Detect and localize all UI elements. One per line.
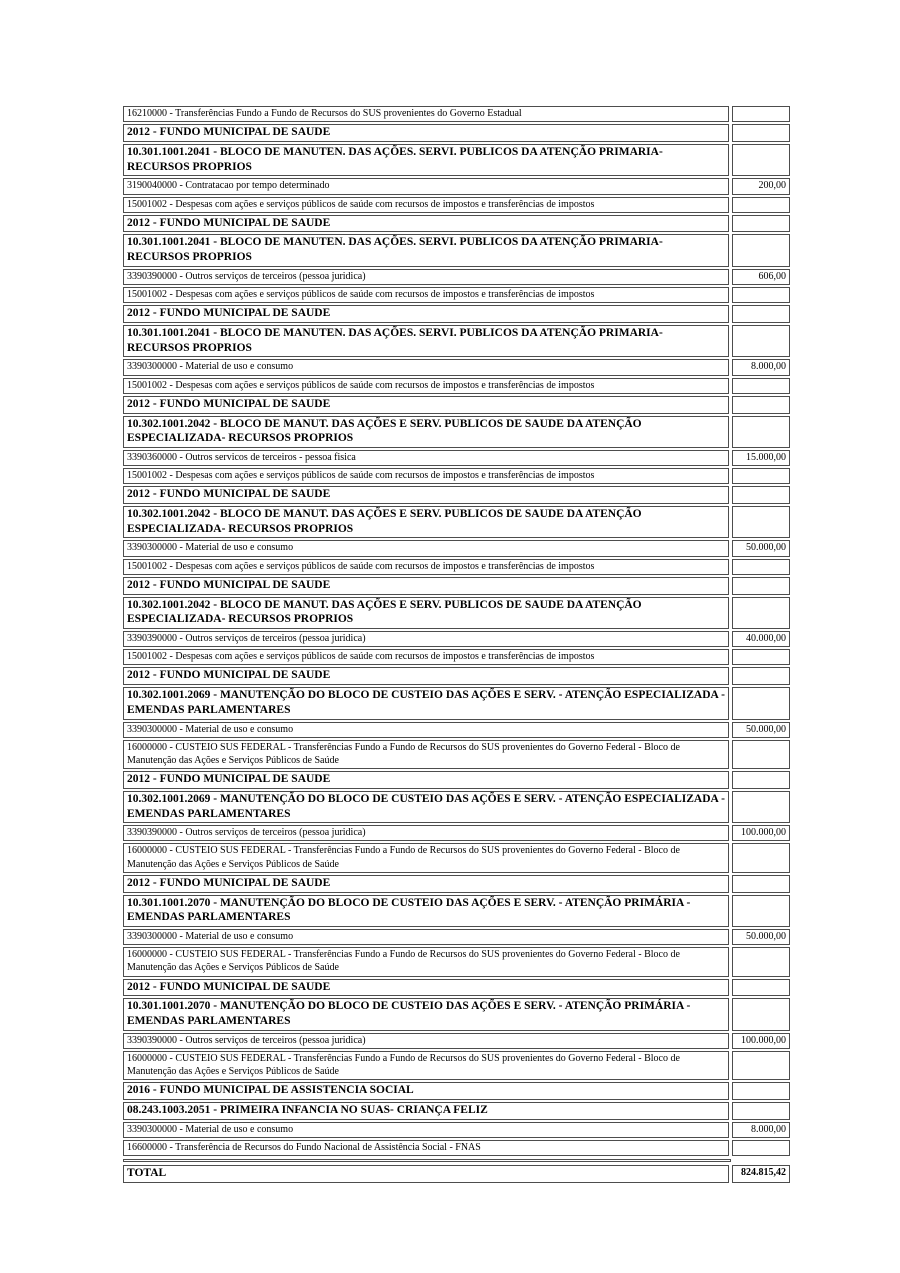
table-row bbox=[123, 234, 790, 266]
row-value-cell bbox=[732, 197, 790, 213]
row-description-cell: 3390300000 - Material de uso e consumo bbox=[123, 1122, 729, 1138]
row-value-cell bbox=[732, 947, 790, 976]
table-row bbox=[123, 895, 790, 927]
table-row bbox=[123, 1102, 790, 1120]
row-description-cell: 15001002 - Despesas com ações e serviços públicos de saúde com recursos de impostos e transferências de impostos bbox=[123, 468, 729, 484]
row-description-cell: 16000000 - CUSTEIO SUS FEDERAL - Transferências Fundo a Fundo de Recursos do SUS provenientes do Governo Federal - Bloco de Manutenção das Ações e Serviços Públicos de Saúde bbox=[123, 843, 729, 872]
table-row bbox=[123, 416, 790, 448]
row-description-cell: 10.301.1001.2041 - BLOCO DE MANUTEN. DAS AÇÕES. SERVI. PUBLICOS DA ATENÇÃO PRIMARIA- RECURSOS PROPRIOS bbox=[123, 144, 729, 176]
table-row bbox=[123, 144, 790, 176]
row-value-cell bbox=[732, 843, 790, 872]
row-description-cell: 3390390000 - Outros serviços de terceiros (pessoa juridica) bbox=[123, 631, 729, 647]
row-description-cell: 3390300000 - Material de uso e consumo bbox=[123, 540, 729, 556]
total-label: TOTAL bbox=[123, 1165, 729, 1183]
row-value-cell bbox=[732, 1102, 790, 1120]
row-value-cell bbox=[732, 687, 790, 719]
row-value-cell bbox=[732, 998, 790, 1030]
table-row bbox=[123, 269, 790, 285]
table-row bbox=[123, 1122, 790, 1138]
table-row bbox=[123, 325, 790, 357]
row-description-cell: 2012 - FUNDO MUNICIPAL DE SAUDE bbox=[123, 305, 729, 323]
row-value-cell bbox=[732, 305, 790, 323]
row-value-cell bbox=[732, 144, 790, 176]
table-row bbox=[123, 947, 790, 976]
row-description-cell: 2012 - FUNDO MUNICIPAL DE SAUDE bbox=[123, 215, 729, 233]
table-row bbox=[123, 124, 790, 142]
table-row bbox=[123, 577, 790, 595]
table-row bbox=[123, 791, 790, 823]
total-table bbox=[120, 1163, 793, 1185]
table-row bbox=[123, 1051, 790, 1080]
row-description-cell: 16210000 - Transferências Fundo a Fundo de Recursos do SUS provenientes do Governo Estadual bbox=[123, 106, 729, 122]
row-value-cell bbox=[732, 124, 790, 142]
row-value-cell bbox=[732, 667, 790, 685]
row-value-cell: 100.000,00 bbox=[732, 825, 790, 841]
row-description-cell: 15001002 - Despesas com ações e serviços públicos de saúde com recursos de impostos e transferências de impostos bbox=[123, 559, 729, 575]
table-row bbox=[123, 771, 790, 789]
row-value-cell: 8.000,00 bbox=[732, 1122, 790, 1138]
table-row bbox=[123, 687, 790, 719]
total-value: 824.815,42 bbox=[732, 1165, 790, 1183]
table-row bbox=[123, 649, 790, 665]
row-value-cell: 40.000,00 bbox=[732, 631, 790, 647]
row-value-cell bbox=[732, 577, 790, 595]
table-row bbox=[123, 667, 790, 685]
row-value-cell bbox=[732, 215, 790, 233]
row-value-cell bbox=[732, 1140, 790, 1156]
table-row bbox=[123, 740, 790, 769]
row-value-cell bbox=[732, 325, 790, 357]
table-row bbox=[123, 998, 790, 1030]
row-description-cell: 2012 - FUNDO MUNICIPAL DE SAUDE bbox=[123, 875, 729, 893]
row-description-cell: 16600000 - Transferência de Recursos do Fundo Nacional de Assistência Social - FNAS bbox=[123, 1140, 729, 1156]
row-value-cell bbox=[732, 396, 790, 414]
table-row bbox=[123, 396, 790, 414]
row-description-cell: 3390300000 - Material de uso e consumo bbox=[123, 722, 729, 738]
row-value-cell: 606,00 bbox=[732, 269, 790, 285]
row-description-cell: 2016 - FUNDO MUNICIPAL DE ASSISTENCIA SOCIAL bbox=[123, 1082, 729, 1100]
row-description-cell: 2012 - FUNDO MUNICIPAL DE SAUDE bbox=[123, 771, 729, 789]
table-row bbox=[123, 287, 790, 303]
row-value-cell: 15.000,00 bbox=[732, 450, 790, 466]
table-row bbox=[123, 929, 790, 945]
row-value-cell bbox=[732, 597, 790, 629]
row-description-cell: 10.301.1001.2041 - BLOCO DE MANUTEN. DAS AÇÕES. SERVI. PUBLICOS DA ATENÇÃO PRIMARIA- RECURSOS PROPRIOS bbox=[123, 234, 729, 266]
row-description-cell: 10.302.1001.2042 - BLOCO DE MANUT. DAS AÇÕES E SERV. PUBLICOS DE SAUDE DA ATENÇÃO ESPECIALIZADA- RECURSOS PROPRIOS bbox=[123, 506, 729, 538]
row-value-cell: 200,00 bbox=[732, 178, 790, 194]
row-description-cell: 15001002 - Despesas com ações e serviços públicos de saúde com recursos de impostos e transferências de impostos bbox=[123, 378, 729, 394]
row-value-cell: 50.000,00 bbox=[732, 540, 790, 556]
row-value-cell bbox=[732, 559, 790, 575]
table-row bbox=[123, 875, 790, 893]
table-row bbox=[123, 378, 790, 394]
row-value-cell: 8.000,00 bbox=[732, 359, 790, 375]
table-row bbox=[123, 722, 790, 738]
row-description-cell: 10.302.1001.2069 - MANUTENÇÃO DO BLOCO DE CUSTEIO DAS AÇÕES E SERV. - ATENÇÃO ESPECIALIZADA - EMENDAS PARLAMENTARES bbox=[123, 791, 729, 823]
row-description-cell: 10.301.1001.2070 - MANUTENÇÃO DO BLOCO DE CUSTEIO DAS AÇÕES E SERV. - ATENÇÃO PRIMÁRIA - EMENDAS PARLAMENTARES bbox=[123, 998, 729, 1030]
table-row bbox=[123, 979, 790, 997]
table-row bbox=[123, 305, 790, 323]
total-row bbox=[123, 1165, 790, 1183]
row-description-cell: 15001002 - Despesas com ações e serviços públicos de saúde com recursos de impostos e transferências de impostos bbox=[123, 649, 729, 665]
row-description-cell: 3390300000 - Material de uso e consumo bbox=[123, 929, 729, 945]
table-row bbox=[123, 1140, 790, 1156]
table-row bbox=[123, 825, 790, 841]
row-description-cell: 2012 - FUNDO MUNICIPAL DE SAUDE bbox=[123, 667, 729, 685]
row-value-cell bbox=[732, 740, 790, 769]
row-description-cell: 3390360000 - Outros servicos de terceiros - pessoa fisica bbox=[123, 450, 729, 466]
table-row bbox=[123, 178, 790, 194]
row-value-cell bbox=[732, 468, 790, 484]
table-row bbox=[123, 197, 790, 213]
table-row bbox=[123, 559, 790, 575]
row-value-cell: 50.000,00 bbox=[732, 929, 790, 945]
row-value-cell bbox=[732, 895, 790, 927]
row-value-cell bbox=[732, 1051, 790, 1080]
row-description-cell: 10.302.1001.2042 - BLOCO DE MANUT. DAS AÇÕES E SERV. PUBLICOS DE SAUDE DA ATENÇÃO ESPECIALIZADA- RECURSOS PROPRIOS bbox=[123, 416, 729, 448]
budget-table bbox=[120, 104, 793, 1158]
table-row bbox=[123, 597, 790, 629]
row-description-cell: 2012 - FUNDO MUNICIPAL DE SAUDE bbox=[123, 979, 729, 997]
row-value-cell: 100.000,00 bbox=[732, 1033, 790, 1049]
table-row bbox=[123, 215, 790, 233]
row-value-cell bbox=[732, 979, 790, 997]
row-description-cell: 16000000 - CUSTEIO SUS FEDERAL - Transferências Fundo a Fundo de Recursos do SUS provenientes do Governo Federal - Bloco de Manutenção das Ações e Serviços Públicos de Saúde bbox=[123, 740, 729, 769]
table-row bbox=[123, 631, 790, 647]
row-description-cell: 2012 - FUNDO MUNICIPAL DE SAUDE bbox=[123, 577, 729, 595]
row-value-cell bbox=[732, 234, 790, 266]
row-value-cell bbox=[732, 106, 790, 122]
table-row bbox=[123, 506, 790, 538]
row-description-cell: 2012 - FUNDO MUNICIPAL DE SAUDE bbox=[123, 124, 729, 142]
row-value-cell bbox=[732, 875, 790, 893]
row-description-cell: 3190040000 - Contratacao por tempo determinado bbox=[123, 178, 729, 194]
row-description-cell: 3390300000 - Material de uso e consumo bbox=[123, 359, 729, 375]
budget-report-document bbox=[120, 104, 793, 1185]
row-description-cell: 10.301.1001.2041 - BLOCO DE MANUTEN. DAS AÇÕES. SERVI. PUBLICOS DA ATENÇÃO PRIMARIA- RECURSOS PROPRIOS bbox=[123, 325, 729, 357]
table-row bbox=[123, 450, 790, 466]
table-row bbox=[123, 843, 790, 872]
row-description-cell: 16000000 - CUSTEIO SUS FEDERAL - Transferências Fundo a Fundo de Recursos do SUS provenientes do Governo Federal - Bloco de Manutenção das Ações e Serviços Públicos de Saúde bbox=[123, 1051, 729, 1080]
row-value-cell bbox=[732, 287, 790, 303]
row-description-cell: 10.302.1001.2042 - BLOCO DE MANUT. DAS AÇÕES E SERV. PUBLICOS DE SAUDE DA ATENÇÃO ESPECIALIZADA- RECURSOS PROPRIOS bbox=[123, 597, 729, 629]
row-description-cell: 10.301.1001.2070 - MANUTENÇÃO DO BLOCO DE CUSTEIO DAS AÇÕES E SERV. - ATENÇÃO PRIMÁRIA - EMENDAS PARLAMENTARES bbox=[123, 895, 729, 927]
table-row bbox=[123, 106, 790, 122]
table-row bbox=[123, 359, 790, 375]
budget-table-body bbox=[123, 106, 790, 1156]
row-value-cell bbox=[732, 1082, 790, 1100]
row-description-cell: 3390390000 - Outros serviços de terceiros (pessoa juridica) bbox=[123, 269, 729, 285]
row-description-cell: 3390390000 - Outros serviços de terceiros (pessoa juridica) bbox=[123, 1033, 729, 1049]
table-spacer bbox=[123, 1159, 731, 1162]
table-row bbox=[123, 1082, 790, 1100]
row-value-cell bbox=[732, 791, 790, 823]
table-row bbox=[123, 540, 790, 556]
table-row bbox=[123, 486, 790, 504]
table-row bbox=[123, 468, 790, 484]
row-description-cell: 3390390000 - Outros serviços de terceiros (pessoa juridica) bbox=[123, 825, 729, 841]
row-value-cell: 50.000,00 bbox=[732, 722, 790, 738]
row-value-cell bbox=[732, 506, 790, 538]
row-value-cell bbox=[732, 378, 790, 394]
row-value-cell bbox=[732, 416, 790, 448]
row-value-cell bbox=[732, 649, 790, 665]
row-description-cell: 16000000 - CUSTEIO SUS FEDERAL - Transferências Fundo a Fundo de Recursos do SUS provenientes do Governo Federal - Bloco de Manutenção das Ações e Serviços Públicos de Saúde bbox=[123, 947, 729, 976]
row-description-cell: 2012 - FUNDO MUNICIPAL DE SAUDE bbox=[123, 486, 729, 504]
row-value-cell bbox=[732, 486, 790, 504]
table-row bbox=[123, 1033, 790, 1049]
row-description-cell: 15001002 - Despesas com ações e serviços públicos de saúde com recursos de impostos e transferências de impostos bbox=[123, 287, 729, 303]
row-value-cell bbox=[732, 771, 790, 789]
row-description-cell: 10.302.1001.2069 - MANUTENÇÃO DO BLOCO DE CUSTEIO DAS AÇÕES E SERV. - ATENÇÃO ESPECIALIZADA - EMENDAS PARLAMENTARES bbox=[123, 687, 729, 719]
row-description-cell: 15001002 - Despesas com ações e serviços públicos de saúde com recursos de impostos e transferências de impostos bbox=[123, 197, 729, 213]
row-description-cell: 08.243.1003.2051 - PRIMEIRA INFANCIA NO SUAS- CRIANÇA FELIZ bbox=[123, 1102, 729, 1120]
row-description-cell: 2012 - FUNDO MUNICIPAL DE SAUDE bbox=[123, 396, 729, 414]
